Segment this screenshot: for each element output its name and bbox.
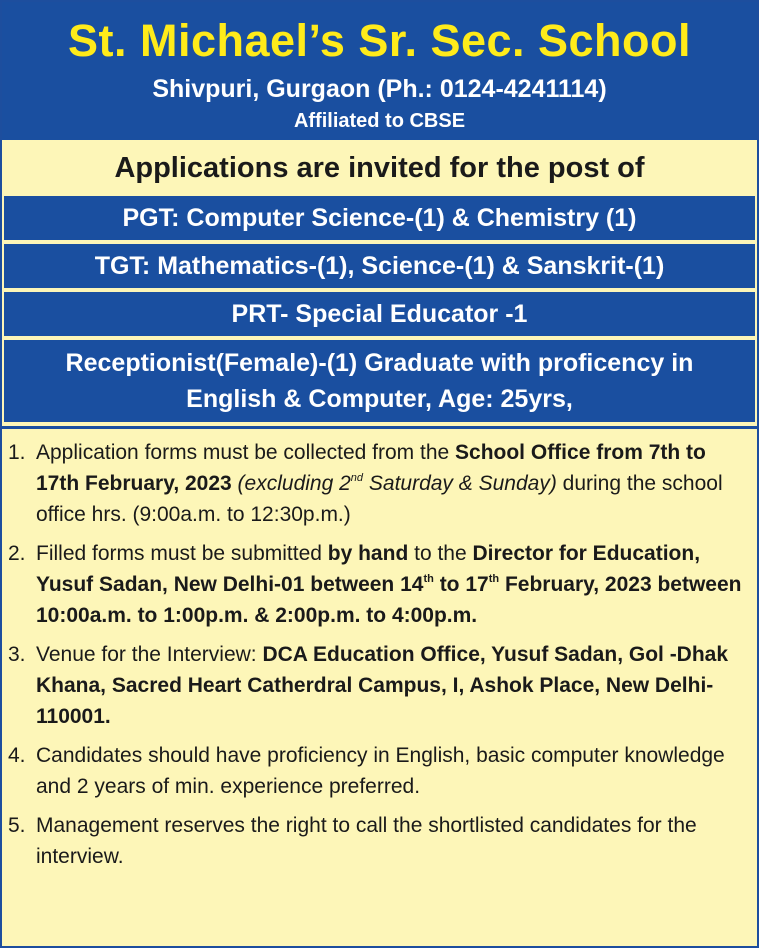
school-affiliation: Affiliated to CBSE xyxy=(293,110,466,132)
term-item-2 xyxy=(8,538,751,631)
school-address: Shivpuri, Gurgaon (Ph.: 0124-4241114) xyxy=(152,75,607,103)
post-pgt: PGT: Computer Science-(1) & Chemistry (1) xyxy=(4,196,755,240)
term-item-4 xyxy=(8,740,751,802)
post-prt: PRT- Special Educator -1 xyxy=(4,292,755,336)
terms-list xyxy=(2,426,757,872)
post-receptionist-line1: Receptionist(Female)-(1) Graduate with proficency in xyxy=(65,349,694,377)
term-text-superscript: nd xyxy=(350,472,364,484)
term-text-bold: to 17 xyxy=(433,573,489,596)
term-text-part: Application forms must be collected from the xyxy=(36,441,456,464)
post-receptionist-line2: English & Computer, Age: 25yrs, xyxy=(186,385,573,413)
term-number: 3. xyxy=(8,643,26,666)
term-text-part: Venue for the Interview: xyxy=(36,643,263,666)
term-text-part: Filled forms must be submitted xyxy=(36,542,328,565)
term-text-bold: School Office from 7th to 17th February, 2023 xyxy=(36,441,706,495)
term-number: 4. xyxy=(8,744,26,767)
invitation-heading: Applications are invited for the post of xyxy=(2,140,757,192)
school-header xyxy=(2,2,757,140)
post-receptionist xyxy=(4,340,755,422)
post-tgt: TGT: Mathematics-(1), Science-(1) & Sanskrit-(1) xyxy=(4,244,755,288)
term-text: Management reserves the right to call the shortlisted candidates for the interview. xyxy=(36,814,697,868)
term-number: 1. xyxy=(8,441,26,464)
term-item-3 xyxy=(8,639,751,732)
term-text-italic: Saturday & Sunday) xyxy=(363,472,557,495)
term-text-part: to the xyxy=(408,542,473,565)
term-number: 2. xyxy=(8,542,26,565)
term-text-bold: DCA Education Office, Yusuf Sadan, Gol -Dhak Khana, Sacred Heart Catherdral Campus, I, Ashok Place, New Delhi-110001. xyxy=(36,643,729,728)
term-text-bold: February, 2023 between 10:00a.m. to 1:00p.m. & 2:00p.m. to 4:00p.m. xyxy=(36,573,742,627)
term-text-superscript: th xyxy=(488,573,500,585)
term-number: 5. xyxy=(8,814,26,837)
school-name: St. Michael’s Sr. Sec. School xyxy=(67,15,692,66)
term-text-bold: Director for Education, Yusuf Sadan, New Delhi-01 between 14 xyxy=(36,542,701,596)
term-text-italic: (excluding 2 xyxy=(231,472,351,495)
term-item-5 xyxy=(8,810,751,872)
term-text xyxy=(36,437,751,530)
term-text: Candidates should have proficiency in English, basic computer knowledge and 2 years of min. experience preferred. xyxy=(36,744,725,798)
term-text-bold: by hand xyxy=(327,542,409,565)
term-text xyxy=(36,538,751,631)
term-text xyxy=(36,639,751,732)
term-item-1 xyxy=(8,437,751,530)
term-text-part: during the school office hrs. (9:00a.m. to 12:30p.m.) xyxy=(36,472,723,526)
term-text-superscript: th xyxy=(423,573,434,585)
